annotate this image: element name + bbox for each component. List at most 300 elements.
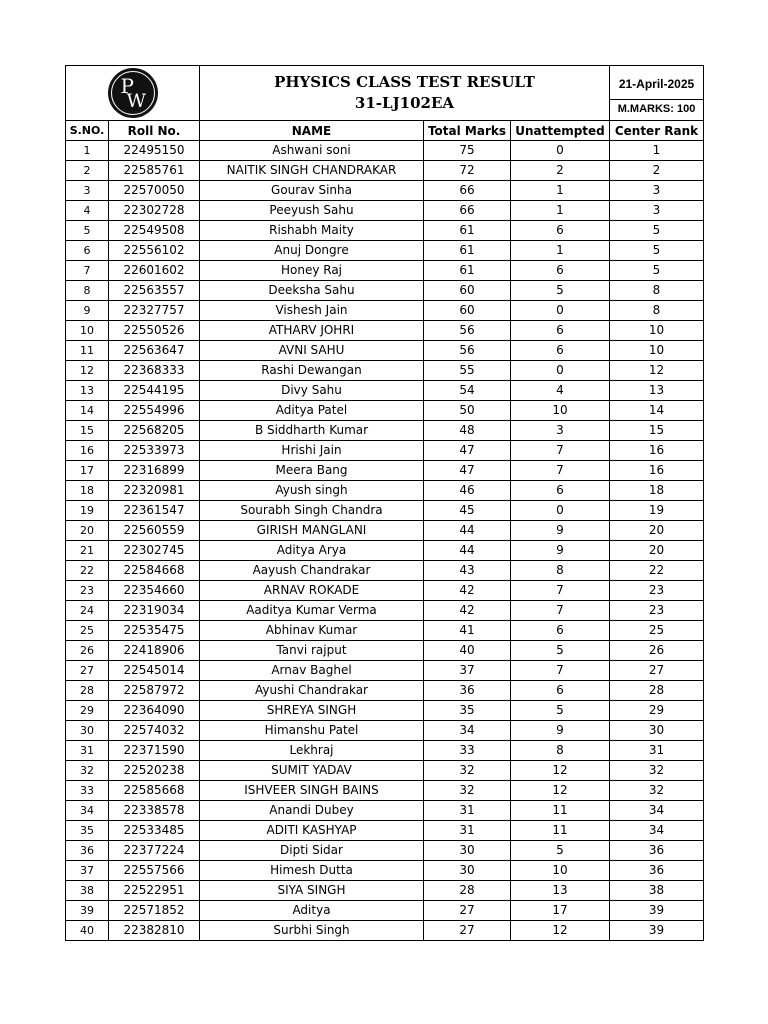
logo-cell [66, 66, 200, 121]
cell-roll-no: 22319034 [109, 601, 200, 621]
cell-sno: 23 [66, 581, 109, 601]
table-row [66, 161, 704, 181]
cell-center-rank: 36 [610, 861, 704, 881]
cell-total-marks: 46 [424, 481, 511, 501]
cell-center-rank: 5 [610, 221, 704, 241]
cell-total-marks: 61 [424, 221, 511, 241]
cell-unattempted: 5 [511, 841, 610, 861]
table-row [66, 701, 704, 721]
cell-sno: 6 [66, 241, 109, 261]
cell-unattempted: 6 [511, 481, 610, 501]
cell-unattempted: 2 [511, 161, 610, 181]
cell-unattempted: 8 [511, 561, 610, 581]
column-header-unattempted: Unattempted [511, 121, 610, 141]
table-row [66, 601, 704, 621]
cell-total-marks: 75 [424, 141, 511, 161]
cell-unattempted: 1 [511, 201, 610, 221]
result-table [65, 65, 704, 941]
cell-sno: 10 [66, 321, 109, 341]
table-row [66, 641, 704, 661]
cell-total-marks: 32 [424, 781, 511, 801]
cell-roll-no: 22568205 [109, 421, 200, 441]
cell-total-marks: 28 [424, 881, 511, 901]
cell-student-name: Aditya Arya [200, 541, 424, 561]
cell-roll-no: 22570050 [109, 181, 200, 201]
cell-sno: 22 [66, 561, 109, 581]
cell-total-marks: 31 [424, 821, 511, 841]
column-header-row [66, 121, 704, 141]
cell-center-rank: 8 [610, 281, 704, 301]
cell-center-rank: 34 [610, 801, 704, 821]
cell-sno: 38 [66, 881, 109, 901]
cell-student-name: Himanshu Patel [200, 721, 424, 741]
cell-student-name: Sourabh Singh Chandra [200, 501, 424, 521]
cell-student-name: Peeyush Sahu [200, 201, 424, 221]
cell-center-rank: 3 [610, 201, 704, 221]
cell-unattempted: 12 [511, 761, 610, 781]
cell-roll-no: 22557566 [109, 861, 200, 881]
cell-roll-no: 22563557 [109, 281, 200, 301]
cell-student-name: Gourav Sinha [200, 181, 424, 201]
cell-student-name: Ayush singh [200, 481, 424, 501]
cell-sno: 37 [66, 861, 109, 881]
cell-unattempted: 7 [511, 461, 610, 481]
cell-total-marks: 47 [424, 441, 511, 461]
cell-student-name: AVNI SAHU [200, 341, 424, 361]
cell-center-rank: 20 [610, 521, 704, 541]
cell-sno: 3 [66, 181, 109, 201]
cell-unattempted: 6 [511, 341, 610, 361]
date-cell [610, 66, 704, 121]
cell-roll-no: 22585761 [109, 161, 200, 181]
cell-total-marks: 35 [424, 701, 511, 721]
result-table-body [66, 66, 704, 941]
table-row [66, 321, 704, 341]
cell-unattempted: 0 [511, 141, 610, 161]
cell-roll-no: 22522951 [109, 881, 200, 901]
cell-unattempted: 0 [511, 361, 610, 381]
cell-roll-no: 22382810 [109, 921, 200, 941]
table-row [66, 521, 704, 541]
cell-roll-no: 22571852 [109, 901, 200, 921]
cell-unattempted: 3 [511, 421, 610, 441]
cell-student-name: Tanvi rajput [200, 641, 424, 661]
cell-total-marks: 44 [424, 521, 511, 541]
cell-roll-no: 22554996 [109, 401, 200, 421]
cell-total-marks: 31 [424, 801, 511, 821]
cell-total-marks: 44 [424, 541, 511, 561]
table-row [66, 381, 704, 401]
cell-student-name: Aditya Patel [200, 401, 424, 421]
cell-sno: 40 [66, 921, 109, 941]
cell-center-rank: 14 [610, 401, 704, 421]
cell-total-marks: 34 [424, 721, 511, 741]
cell-student-name: Divy Sahu [200, 381, 424, 401]
cell-student-name: SIYA SINGH [200, 881, 424, 901]
cell-student-name: ADITI KASHYAP [200, 821, 424, 841]
table-row [66, 241, 704, 261]
cell-roll-no: 22587972 [109, 681, 200, 701]
cell-total-marks: 48 [424, 421, 511, 441]
test-date: 21-April-2025 [610, 66, 703, 100]
cell-center-rank: 19 [610, 501, 704, 521]
cell-center-rank: 27 [610, 661, 704, 681]
column-header-roll: Roll No. [109, 121, 200, 141]
cell-center-rank: 1 [610, 141, 704, 161]
cell-roll-no: 22354660 [109, 581, 200, 601]
cell-unattempted: 10 [511, 401, 610, 421]
cell-sno: 20 [66, 521, 109, 541]
cell-unattempted: 5 [511, 281, 610, 301]
cell-student-name: ISHVEER SINGH BAINS [200, 781, 424, 801]
cell-unattempted: 9 [511, 721, 610, 741]
table-row [66, 781, 704, 801]
cell-unattempted: 7 [511, 601, 610, 621]
cell-student-name: Aditya [200, 901, 424, 921]
cell-unattempted: 9 [511, 521, 610, 541]
cell-unattempted: 17 [511, 901, 610, 921]
table-row [66, 361, 704, 381]
cell-center-rank: 32 [610, 761, 704, 781]
cell-student-name: Aaditya Kumar Verma [200, 601, 424, 621]
table-row [66, 881, 704, 901]
table-row [66, 221, 704, 241]
cell-center-rank: 22 [610, 561, 704, 581]
cell-sno: 11 [66, 341, 109, 361]
cell-sno: 29 [66, 701, 109, 721]
cell-sno: 2 [66, 161, 109, 181]
cell-roll-no: 22495150 [109, 141, 200, 161]
cell-roll-no: 22418906 [109, 641, 200, 661]
cell-roll-no: 22361547 [109, 501, 200, 521]
table-row [66, 861, 704, 881]
cell-student-name: Deeksha Sahu [200, 281, 424, 301]
cell-center-rank: 12 [610, 361, 704, 381]
table-row [66, 541, 704, 561]
table-row [66, 661, 704, 681]
cell-unattempted: 6 [511, 261, 610, 281]
cell-total-marks: 42 [424, 601, 511, 621]
cell-roll-no: 22302745 [109, 541, 200, 561]
pw-logo-icon [108, 68, 158, 118]
cell-roll-no: 22520238 [109, 761, 200, 781]
cell-center-rank: 34 [610, 821, 704, 841]
cell-unattempted: 8 [511, 741, 610, 761]
cell-total-marks: 30 [424, 841, 511, 861]
cell-sno: 30 [66, 721, 109, 741]
cell-center-rank: 30 [610, 721, 704, 741]
cell-sno: 36 [66, 841, 109, 861]
column-header-name: NAME [200, 121, 424, 141]
cell-sno: 39 [66, 901, 109, 921]
cell-sno: 33 [66, 781, 109, 801]
cell-student-name: Arnav Baghel [200, 661, 424, 681]
cell-total-marks: 72 [424, 161, 511, 181]
cell-total-marks: 36 [424, 681, 511, 701]
table-row [66, 201, 704, 221]
cell-roll-no: 22535475 [109, 621, 200, 641]
cell-sno: 4 [66, 201, 109, 221]
cell-total-marks: 41 [424, 621, 511, 641]
table-row [66, 741, 704, 761]
cell-total-marks: 50 [424, 401, 511, 421]
cell-center-rank: 5 [610, 261, 704, 281]
cell-sno: 34 [66, 801, 109, 821]
batch-code: 31-LJ102EA [354, 94, 455, 112]
cell-sno: 12 [66, 361, 109, 381]
cell-center-rank: 29 [610, 701, 704, 721]
cell-unattempted: 12 [511, 921, 610, 941]
cell-unattempted: 12 [511, 781, 610, 801]
cell-unattempted: 1 [511, 241, 610, 261]
cell-sno: 28 [66, 681, 109, 701]
title-cell [200, 66, 610, 121]
cell-total-marks: 66 [424, 201, 511, 221]
cell-roll-no: 22544195 [109, 381, 200, 401]
cell-student-name: Ayushi Chandrakar [200, 681, 424, 701]
cell-sno: 16 [66, 441, 109, 461]
cell-unattempted: 6 [511, 221, 610, 241]
cell-unattempted: 11 [511, 821, 610, 841]
table-row [66, 441, 704, 461]
cell-total-marks: 54 [424, 381, 511, 401]
cell-total-marks: 61 [424, 261, 511, 281]
cell-total-marks: 55 [424, 361, 511, 381]
cell-center-rank: 26 [610, 641, 704, 661]
table-row [66, 401, 704, 421]
cell-roll-no: 22377224 [109, 841, 200, 861]
cell-total-marks: 37 [424, 661, 511, 681]
cell-unattempted: 9 [511, 541, 610, 561]
cell-total-marks: 32 [424, 761, 511, 781]
cell-total-marks: 60 [424, 301, 511, 321]
table-row [66, 261, 704, 281]
table-row [66, 581, 704, 601]
cell-center-rank: 32 [610, 781, 704, 801]
cell-student-name: SUMIT YADAV [200, 761, 424, 781]
table-row [66, 461, 704, 481]
cell-total-marks: 42 [424, 581, 511, 601]
cell-center-rank: 28 [610, 681, 704, 701]
cell-sno: 35 [66, 821, 109, 841]
cell-total-marks: 45 [424, 501, 511, 521]
cell-student-name: Himesh Dutta [200, 861, 424, 881]
cell-student-name: Vishesh Jain [200, 301, 424, 321]
cell-student-name: NAITIK SINGH CHANDRAKAR [200, 161, 424, 181]
cell-center-rank: 16 [610, 441, 704, 461]
cell-total-marks: 27 [424, 901, 511, 921]
cell-center-rank: 23 [610, 581, 704, 601]
table-row [66, 801, 704, 821]
cell-center-rank: 5 [610, 241, 704, 261]
cell-center-rank: 3 [610, 181, 704, 201]
cell-total-marks: 30 [424, 861, 511, 881]
cell-center-rank: 10 [610, 321, 704, 341]
cell-roll-no: 22320981 [109, 481, 200, 501]
table-row [66, 921, 704, 941]
cell-unattempted: 0 [511, 301, 610, 321]
cell-roll-no: 22585668 [109, 781, 200, 801]
table-row [66, 821, 704, 841]
cell-roll-no: 22371590 [109, 741, 200, 761]
cell-total-marks: 47 [424, 461, 511, 481]
cell-roll-no: 22549508 [109, 221, 200, 241]
cell-roll-no: 22368333 [109, 361, 200, 381]
cell-center-rank: 15 [610, 421, 704, 441]
cell-unattempted: 10 [511, 861, 610, 881]
table-row [66, 181, 704, 201]
cell-sno: 14 [66, 401, 109, 421]
cell-sno: 15 [66, 421, 109, 441]
table-row [66, 901, 704, 921]
cell-student-name: Anuj Dongre [200, 241, 424, 261]
cell-unattempted: 7 [511, 581, 610, 601]
cell-student-name: ARNAV ROKADE [200, 581, 424, 601]
table-row [66, 681, 704, 701]
cell-roll-no: 22601602 [109, 261, 200, 281]
cell-student-name: Rashi Dewangan [200, 361, 424, 381]
cell-sno: 7 [66, 261, 109, 281]
cell-total-marks: 56 [424, 321, 511, 341]
cell-sno: 13 [66, 381, 109, 401]
cell-total-marks: 27 [424, 921, 511, 941]
cell-roll-no: 22556102 [109, 241, 200, 261]
cell-roll-no: 22574032 [109, 721, 200, 741]
header-row [66, 66, 704, 121]
cell-roll-no: 22302728 [109, 201, 200, 221]
cell-unattempted: 6 [511, 681, 610, 701]
table-row [66, 481, 704, 501]
max-marks: M.MARKS: 100 [617, 103, 696, 115]
cell-total-marks: 60 [424, 281, 511, 301]
cell-sno: 21 [66, 541, 109, 561]
column-header-total: Total Marks [424, 121, 511, 141]
cell-student-name: SHREYA SINGH [200, 701, 424, 721]
cell-roll-no: 22364090 [109, 701, 200, 721]
cell-sno: 32 [66, 761, 109, 781]
cell-sno: 26 [66, 641, 109, 661]
table-row [66, 281, 704, 301]
cell-unattempted: 5 [511, 641, 610, 661]
cell-sno: 17 [66, 461, 109, 481]
cell-total-marks: 61 [424, 241, 511, 261]
table-row [66, 761, 704, 781]
cell-roll-no: 22533973 [109, 441, 200, 461]
cell-center-rank: 10 [610, 341, 704, 361]
cell-center-rank: 23 [610, 601, 704, 621]
cell-sno: 24 [66, 601, 109, 621]
cell-unattempted: 1 [511, 181, 610, 201]
cell-sno: 5 [66, 221, 109, 241]
cell-sno: 8 [66, 281, 109, 301]
cell-roll-no: 22563647 [109, 341, 200, 361]
cell-student-name: Hrishi Jain [200, 441, 424, 461]
cell-total-marks: 43 [424, 561, 511, 581]
cell-center-rank: 39 [610, 921, 704, 941]
table-row [66, 841, 704, 861]
column-header-sno: S.NO. [66, 121, 109, 141]
cell-center-rank: 8 [610, 301, 704, 321]
cell-total-marks: 33 [424, 741, 511, 761]
table-row [66, 621, 704, 641]
cell-student-name: Abhinav Kumar [200, 621, 424, 641]
cell-sno: 18 [66, 481, 109, 501]
cell-student-name: ATHARV JOHRI [200, 321, 424, 341]
cell-total-marks: 56 [424, 341, 511, 361]
cell-center-rank: 25 [610, 621, 704, 641]
page-title: PHYSICS CLASS TEST RESULT [274, 73, 535, 91]
cell-center-rank: 31 [610, 741, 704, 761]
table-row [66, 341, 704, 361]
cell-unattempted: 11 [511, 801, 610, 821]
cell-sno: 27 [66, 661, 109, 681]
cell-student-name: Lekhraj [200, 741, 424, 761]
cell-unattempted: 7 [511, 441, 610, 461]
cell-student-name: Dipti Sidar [200, 841, 424, 861]
cell-student-name: Anandi Dubey [200, 801, 424, 821]
cell-sno: 31 [66, 741, 109, 761]
table-row [66, 141, 704, 161]
cell-roll-no: 22560559 [109, 521, 200, 541]
cell-student-name: Ashwani soni [200, 141, 424, 161]
logo-letter-w: W [126, 90, 147, 112]
cell-unattempted: 0 [511, 501, 610, 521]
cell-center-rank: 38 [610, 881, 704, 901]
logo-letter-p: P [120, 74, 134, 98]
cell-roll-no: 22550526 [109, 321, 200, 341]
cell-student-name: Aayush Chandrakar [200, 561, 424, 581]
cell-unattempted: 7 [511, 661, 610, 681]
table-row [66, 721, 704, 741]
cell-total-marks: 40 [424, 641, 511, 661]
cell-student-name: Meera Bang [200, 461, 424, 481]
cell-unattempted: 13 [511, 881, 610, 901]
cell-student-name: Rishabh Maity [200, 221, 424, 241]
cell-sno: 25 [66, 621, 109, 641]
cell-center-rank: 13 [610, 381, 704, 401]
cell-center-rank: 18 [610, 481, 704, 501]
table-row [66, 301, 704, 321]
table-row [66, 421, 704, 441]
cell-sno: 1 [66, 141, 109, 161]
cell-student-name: GIRISH MANGLANI [200, 521, 424, 541]
cell-unattempted: 6 [511, 621, 610, 641]
cell-center-rank: 16 [610, 461, 704, 481]
cell-center-rank: 36 [610, 841, 704, 861]
cell-unattempted: 5 [511, 701, 610, 721]
cell-roll-no: 22584668 [109, 561, 200, 581]
cell-unattempted: 4 [511, 381, 610, 401]
cell-center-rank: 20 [610, 541, 704, 561]
cell-student-name: Honey Raj [200, 261, 424, 281]
cell-student-name: Surbhi Singh [200, 921, 424, 941]
cell-center-rank: 39 [610, 901, 704, 921]
cell-unattempted: 6 [511, 321, 610, 341]
cell-roll-no: 22327757 [109, 301, 200, 321]
cell-sno: 19 [66, 501, 109, 521]
cell-sno: 9 [66, 301, 109, 321]
cell-roll-no: 22545014 [109, 661, 200, 681]
cell-roll-no: 22338578 [109, 801, 200, 821]
table-row [66, 561, 704, 581]
cell-center-rank: 2 [610, 161, 704, 181]
table-row [66, 501, 704, 521]
cell-roll-no: 22533485 [109, 821, 200, 841]
cell-total-marks: 66 [424, 181, 511, 201]
cell-roll-no: 22316899 [109, 461, 200, 481]
column-header-rank: Center Rank [610, 121, 704, 141]
cell-student-name: B Siddharth Kumar [200, 421, 424, 441]
